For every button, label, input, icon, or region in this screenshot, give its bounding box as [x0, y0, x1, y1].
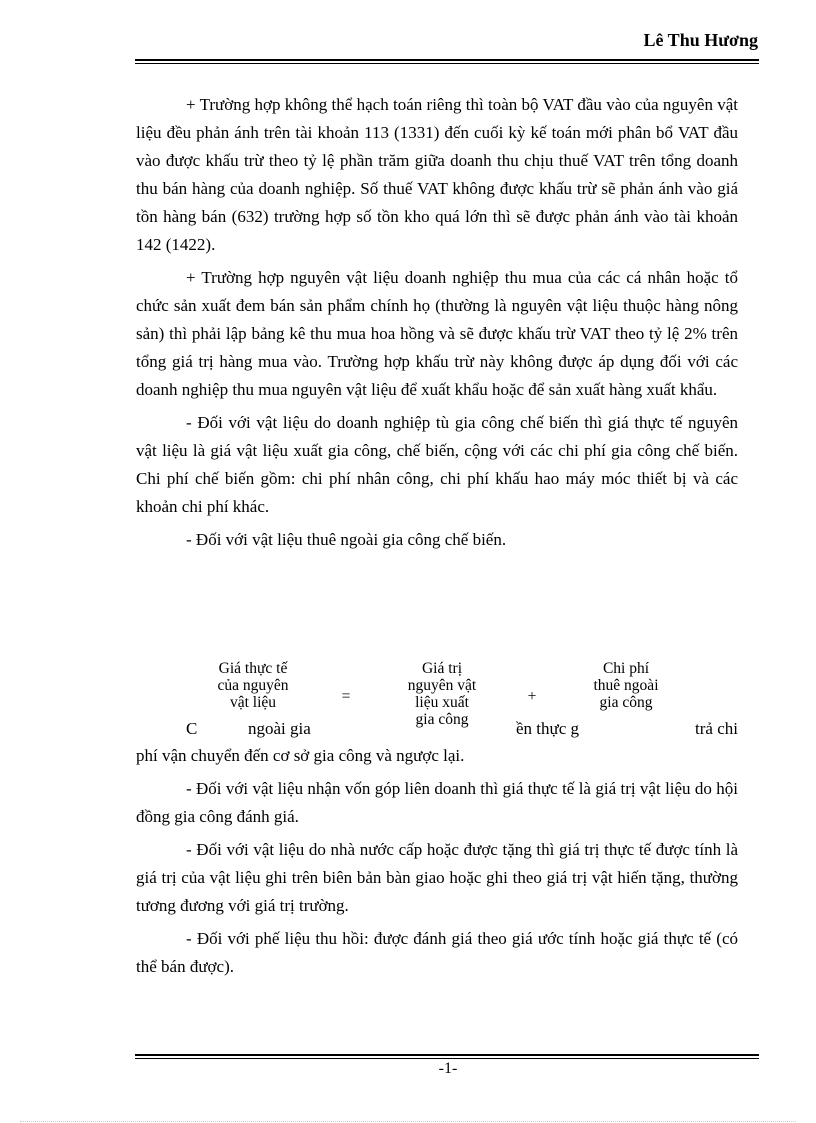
formula-plus: +: [527, 688, 537, 705]
page-number: -1-: [438, 1060, 458, 1077]
footer-rule: [135, 1054, 759, 1059]
formula-text: gia công: [415, 711, 469, 728]
body-text-top: [136, 91, 738, 559]
body-text-bottom: [136, 742, 738, 986]
formula-text: vật liệu: [229, 694, 277, 711]
paragraph: - Đối với vật liệu do nhà nước cấp hoặc được tặng thì giá trị thực tế được tính là giá trị của vật liệu ghi trên biên bản bàn giao hoặc ghi theo giá trị vật hiến tặng, thường tương đương với giá trị trường.: [136, 840, 738, 915]
formula-text: của nguyên: [217, 677, 289, 694]
paragraph: + Trường hợp nguyên vật liệu doanh nghiệp thu mua của các cá nhân hoặc tổ chức sản xuất đem bán sản phẩm chính họ (thường là nguyên vật liệu thuộc hàng nông sản) thì phải lập bảng kê thu mua hoa hồng và sẽ được khấu trừ VAT theo tỷ lệ 2% trên tổng giá trị hàng mua vào. Trường hợp khấu trừ này không được áp dụng đối với các doanh nghiệp thu mua nguyên vật liệu để xuất khẩu hoặc để sản xuất hàng xuất khẩu.: [136, 268, 738, 399]
formula-left-term: [194, 660, 312, 711]
paragraph-continuation: phí vận chuyển đến cơ sở gia công và ngược lại.: [136, 746, 465, 765]
formula-text: nguyên vật: [407, 677, 477, 694]
paragraph: - Đối với vật liệu do doanh nghiệp tù gia công chế biến thì giá thực tế nguyên vật liệu là giá vật liệu xuất gia công, chế biến, cộng với các chi phí gia công chế biến. Chi phí chế biến gồm: chi phí nhân công, chi phí khấu hao máy móc thiết bị và các khoản chi phí khác.: [136, 413, 738, 516]
paragraph: + Trường hợp không thể hạch toán riêng thì toàn bộ VAT đầu vào của nguyên vật liệu đều phản ánh trên tài khoản 113 (1331) đến cuối kỳ kế toán mới phân bổ VAT đầu vào được khấu trừ theo tỷ lệ phần trăm giữa doanh thu chịu thuế VAT trên tổng doanh thu bán hàng của doanh nghiệp. Số thuế VAT không được khấu trừ sẽ phản ánh vào giá tồn hàng bán (632) trường hợp số tồn kho quá lớn thì sẽ được phản ánh vào tài khoản 142 (1422).: [136, 95, 738, 254]
page-edge-divider: [20, 1121, 796, 1122]
header-author: Lê Thu Hương: [643, 30, 758, 50]
paragraph: - Đối với vật liệu thuê ngoài gia công chế biến.: [186, 530, 507, 549]
occluded-text-line: [136, 716, 738, 742]
formula-equals: =: [341, 688, 351, 705]
text-fragment: ngoài gia: [248, 719, 311, 738]
formula-text: gia công: [599, 694, 653, 711]
text-fragment: trả chi: [695, 719, 738, 738]
header-rule: [135, 59, 759, 64]
formula-text: Chi phí: [602, 660, 650, 677]
paragraph: - Đối với vật liệu nhận vốn góp liên doanh thì giá thực tế là giá trị vật liệu do hội đồng gia công đánh giá.: [136, 779, 738, 826]
formula-text: Giá trị: [421, 660, 463, 677]
paragraph: - Đối với phế liệu thu hồi: được đánh giá theo giá ước tính hoặc giá thực tế (có thể bán được).: [136, 929, 738, 976]
formula-text: thuê ngoài: [593, 677, 659, 694]
formula-text: Giá thực tế: [218, 660, 288, 677]
text-fragment: ền thực g: [516, 719, 580, 738]
formula-text: liệu xuất: [415, 694, 469, 711]
text-fragment: C: [186, 719, 198, 738]
formula-right-term: [566, 660, 686, 711]
